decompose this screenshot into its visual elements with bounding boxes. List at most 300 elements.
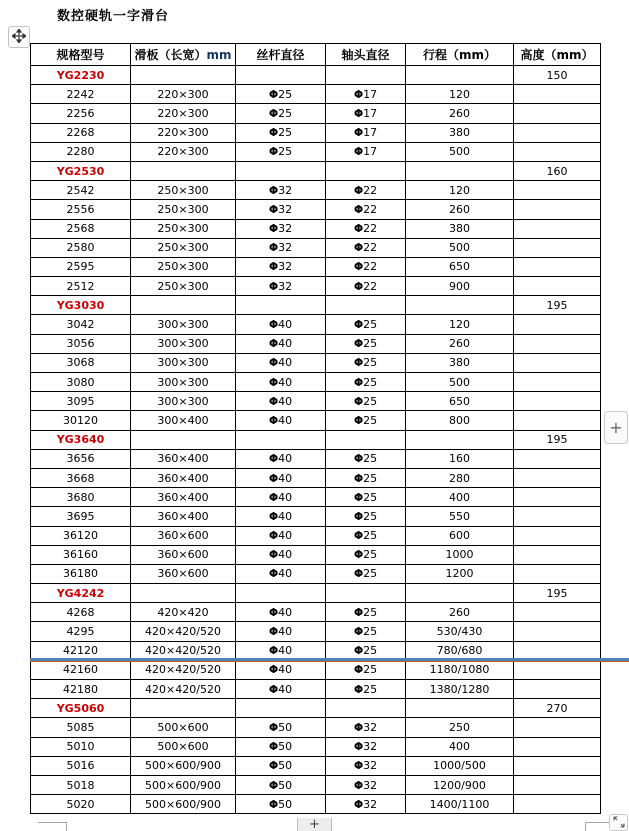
cell-shaft[interactable]: [326, 66, 406, 85]
table-row: [31, 257, 601, 276]
cell-model[interactable]: 4268: [31, 603, 131, 622]
cell-shaft[interactable]: Φ25: [326, 411, 406, 430]
cell-model[interactable]: 5018: [31, 775, 131, 794]
cell-plate[interactable]: 250×300: [131, 277, 236, 296]
cell-plate[interactable]: 500×600/900: [131, 756, 236, 775]
table-row: [31, 238, 601, 257]
cell-screw[interactable]: Φ25: [236, 104, 326, 123]
cell-screw[interactable]: Φ40: [236, 660, 326, 679]
table-row: [31, 219, 601, 238]
phi-symbol: Φ: [353, 394, 364, 408]
cell-model[interactable]: 42160: [31, 660, 131, 679]
cell-shaft[interactable]: Φ22: [326, 238, 406, 257]
cell-screw[interactable]: Φ40: [236, 488, 326, 507]
table-row: [31, 104, 601, 123]
phi-symbol: Φ: [353, 471, 364, 485]
cell-model[interactable]: 36180: [31, 564, 131, 583]
cell-shaft[interactable]: Φ32: [326, 795, 406, 814]
cell-screw[interactable]: Φ32: [236, 219, 326, 238]
cell-plate[interactable]: 420×420: [131, 603, 236, 622]
cell-screw[interactable]: Φ32: [236, 238, 326, 257]
cell-plate[interactable]: [131, 430, 236, 449]
cell-screw[interactable]: [236, 584, 326, 603]
phi-symbol: Φ: [268, 356, 279, 370]
cell-height[interactable]: [514, 142, 601, 161]
page-margin-mark-left: [38, 822, 67, 831]
phi-symbol: Φ: [353, 778, 364, 792]
cell-height[interactable]: [514, 488, 601, 507]
cell-height[interactable]: [514, 622, 601, 641]
cell-plate[interactable]: 300×400: [131, 411, 236, 430]
table-row: [31, 334, 601, 353]
cell-stroke[interactable]: 530/430: [406, 622, 514, 641]
cell-stroke[interactable]: 160: [406, 449, 514, 468]
cell-height[interactable]: [514, 641, 601, 660]
cell-screw[interactable]: Φ40: [236, 641, 326, 660]
phi-symbol: Φ: [353, 413, 364, 427]
table-move-handle[interactable]: [8, 26, 30, 48]
cell-shaft[interactable]: [326, 430, 406, 449]
cell-plate[interactable]: [131, 584, 236, 603]
cell-model[interactable]: 42180: [31, 680, 131, 699]
cell-screw[interactable]: Φ40: [236, 392, 326, 411]
cell-stroke[interactable]: 260: [406, 104, 514, 123]
cell-height[interactable]: [514, 392, 601, 411]
phi-symbol: Φ: [268, 509, 279, 523]
phi-symbol: Φ: [268, 452, 279, 466]
cell-screw[interactable]: Φ40: [236, 315, 326, 334]
cell-plate[interactable]: 300×300: [131, 373, 236, 392]
cell-screw[interactable]: Φ40: [236, 526, 326, 545]
cell-height[interactable]: [514, 334, 601, 353]
cell-height[interactable]: [514, 526, 601, 545]
cell-stroke[interactable]: 500: [406, 238, 514, 257]
cell-shaft[interactable]: Φ22: [326, 181, 406, 200]
cell-shaft[interactable]: Φ32: [326, 756, 406, 775]
cell-stroke[interactable]: [406, 161, 514, 180]
cell-model[interactable]: YG3640: [31, 430, 131, 449]
cell-plate[interactable]: 300×300: [131, 315, 236, 334]
table-resize-handle[interactable]: [609, 814, 628, 831]
cell-screw[interactable]: Φ32: [236, 200, 326, 219]
cell-model[interactable]: YG2530: [31, 161, 131, 180]
phi-symbol: Φ: [268, 222, 279, 236]
cell-shaft[interactable]: Φ25: [326, 373, 406, 392]
resize-diagonal-icon: [613, 813, 625, 831]
column-header[interactable]: 高度（mm）: [514, 44, 601, 66]
cell-stroke[interactable]: 400: [406, 737, 514, 756]
phi-symbol: Φ: [268, 720, 279, 734]
column-header[interactable]: 轴头直径: [326, 44, 406, 66]
cell-plate[interactable]: 360×600: [131, 564, 236, 583]
side-plus-button[interactable]: [604, 411, 628, 444]
cell-shaft[interactable]: Φ25: [326, 353, 406, 372]
cell-stroke[interactable]: 260: [406, 603, 514, 622]
cell-height[interactable]: [514, 718, 601, 737]
cell-model[interactable]: 2580: [31, 238, 131, 257]
cell-screw[interactable]: Φ50: [236, 795, 326, 814]
cell-plate[interactable]: 360×400: [131, 449, 236, 468]
phi-symbol: Φ: [353, 106, 364, 120]
cell-model[interactable]: YG2230: [31, 66, 131, 85]
cell-plate[interactable]: 500×600: [131, 737, 236, 756]
cell-model[interactable]: 42120: [31, 641, 131, 660]
cell-model[interactable]: 2556: [31, 200, 131, 219]
cell-stroke[interactable]: 260: [406, 334, 514, 353]
cell-screw[interactable]: Φ40: [236, 449, 326, 468]
cell-screw[interactable]: Φ50: [236, 737, 326, 756]
cell-plate[interactable]: 300×300: [131, 392, 236, 411]
cell-height[interactable]: [514, 219, 601, 238]
cell-stroke[interactable]: 800: [406, 411, 514, 430]
table-row: [31, 680, 601, 699]
cell-plate[interactable]: 420×420/520: [131, 660, 236, 679]
cell-stroke[interactable]: 400: [406, 488, 514, 507]
cell-model[interactable]: 5085: [31, 718, 131, 737]
phi-symbol: Φ: [268, 797, 279, 811]
cell-model[interactable]: 2268: [31, 123, 131, 142]
cell-shaft[interactable]: Φ25: [326, 392, 406, 411]
cell-stroke[interactable]: 600: [406, 526, 514, 545]
cell-screw[interactable]: Φ40: [236, 622, 326, 641]
cell-model[interactable]: 3680: [31, 488, 131, 507]
phi-symbol: Φ: [268, 413, 279, 427]
cell-height[interactable]: 195: [514, 296, 601, 315]
cell-model[interactable]: 3095: [31, 392, 131, 411]
cell-shaft[interactable]: Φ25: [326, 488, 406, 507]
cell-screw[interactable]: Φ40: [236, 680, 326, 699]
phi-symbol: Φ: [268, 605, 279, 619]
cell-plate[interactable]: [131, 296, 236, 315]
cell-model[interactable]: YG5060: [31, 699, 131, 718]
cell-height[interactable]: [514, 257, 601, 276]
cell-stroke[interactable]: 500: [406, 373, 514, 392]
cell-shaft[interactable]: Φ25: [326, 680, 406, 699]
cell-shaft[interactable]: Φ25: [326, 334, 406, 353]
cell-model[interactable]: 3080: [31, 373, 131, 392]
cell-stroke[interactable]: 1000: [406, 545, 514, 564]
table-row: [31, 123, 601, 142]
cell-model[interactable]: YG3030: [31, 296, 131, 315]
phi-symbol: Φ: [268, 759, 279, 773]
cell-screw[interactable]: [236, 430, 326, 449]
cell-height[interactable]: [514, 181, 601, 200]
cell-height[interactable]: [514, 564, 601, 583]
cell-shaft[interactable]: Φ22: [326, 277, 406, 296]
cell-screw[interactable]: Φ25: [236, 123, 326, 142]
phi-symbol: Φ: [268, 202, 279, 216]
cell-stroke[interactable]: 500: [406, 142, 514, 161]
cell-model[interactable]: 5016: [31, 756, 131, 775]
cell-plate[interactable]: 500×600/900: [131, 795, 236, 814]
cell-screw[interactable]: Φ40: [236, 353, 326, 372]
cell-shaft[interactable]: Φ25: [326, 315, 406, 334]
cell-height[interactable]: [514, 200, 601, 219]
cell-screw[interactable]: Φ50: [236, 756, 326, 775]
cell-screw[interactable]: Φ40: [236, 373, 326, 392]
cell-height[interactable]: [514, 737, 601, 756]
table-row: [31, 622, 601, 641]
cell-model[interactable]: 2595: [31, 257, 131, 276]
cell-screw[interactable]: Φ32: [236, 181, 326, 200]
cell-plate[interactable]: [131, 699, 236, 718]
cell-stroke[interactable]: 1400/1100: [406, 795, 514, 814]
cell-plate[interactable]: [131, 66, 236, 85]
cell-height[interactable]: [514, 449, 601, 468]
cell-shaft[interactable]: Φ17: [326, 85, 406, 104]
cell-model[interactable]: 2242: [31, 85, 131, 104]
cell-stroke[interactable]: 780/680: [406, 641, 514, 660]
phi-symbol: Φ: [268, 337, 279, 351]
cell-stroke[interactable]: 1200/900: [406, 775, 514, 794]
cell-stroke[interactable]: 380: [406, 123, 514, 142]
cell-stroke[interactable]: 120: [406, 181, 514, 200]
cell-shaft[interactable]: Φ25: [326, 468, 406, 487]
cell-plate[interactable]: 420×420/520: [131, 641, 236, 660]
cell-shaft[interactable]: Φ32: [326, 775, 406, 794]
cell-height[interactable]: [514, 238, 601, 257]
table-row: [31, 142, 601, 161]
cell-model[interactable]: 36160: [31, 545, 131, 564]
cell-height[interactable]: [514, 104, 601, 123]
cell-stroke[interactable]: 120: [406, 315, 514, 334]
cell-stroke[interactable]: 550: [406, 507, 514, 526]
cell-model[interactable]: 3656: [31, 449, 131, 468]
cell-screw[interactable]: Φ32: [236, 277, 326, 296]
cell-height[interactable]: [514, 507, 601, 526]
cell-stroke[interactable]: 1000/500: [406, 756, 514, 775]
bottom-plus-button[interactable]: [297, 818, 332, 831]
cell-plate[interactable]: 360×600: [131, 526, 236, 545]
cell-plate[interactable]: [131, 161, 236, 180]
cell-height[interactable]: [514, 411, 601, 430]
cell-height[interactable]: [514, 468, 601, 487]
cell-screw[interactable]: Φ40: [236, 411, 326, 430]
cell-height[interactable]: [514, 545, 601, 564]
cell-screw[interactable]: Φ40: [236, 564, 326, 583]
table-row: [31, 526, 601, 545]
cell-screw[interactable]: [236, 296, 326, 315]
phi-symbol: Φ: [268, 740, 279, 754]
cell-shaft[interactable]: Φ22: [326, 257, 406, 276]
cell-screw[interactable]: [236, 699, 326, 718]
phi-symbol: Φ: [353, 759, 364, 773]
cell-height[interactable]: [514, 660, 601, 679]
cell-stroke[interactable]: 1380/1280: [406, 680, 514, 699]
column-unit: mm: [206, 48, 232, 62]
phi-symbol: Φ: [353, 318, 364, 332]
cell-shaft[interactable]: Φ25: [326, 545, 406, 564]
cell-plate[interactable]: 360×600: [131, 545, 236, 564]
cell-height[interactable]: [514, 85, 601, 104]
spec-table: [30, 43, 601, 814]
cell-screw[interactable]: Φ25: [236, 85, 326, 104]
cell-model[interactable]: 3042: [31, 315, 131, 334]
cell-stroke[interactable]: [406, 699, 514, 718]
cell-height[interactable]: [514, 123, 601, 142]
cell-plate[interactable]: 300×300: [131, 334, 236, 353]
cell-stroke[interactable]: 1200: [406, 564, 514, 583]
cell-plate[interactable]: 220×300: [131, 104, 236, 123]
cell-height[interactable]: [514, 775, 601, 794]
cell-model[interactable]: 30120: [31, 411, 131, 430]
cell-model[interactable]: 2542: [31, 181, 131, 200]
cell-shaft[interactable]: Φ32: [326, 718, 406, 737]
cell-height[interactable]: 195: [514, 584, 601, 603]
cell-plate[interactable]: 360×400: [131, 488, 236, 507]
table-row: [31, 775, 601, 794]
cell-screw[interactable]: Φ32: [236, 257, 326, 276]
cell-height[interactable]: 195: [514, 430, 601, 449]
phi-symbol: Φ: [268, 625, 279, 639]
cell-screw[interactable]: Φ40: [236, 507, 326, 526]
cell-shaft[interactable]: Φ25: [326, 660, 406, 679]
cell-height[interactable]: [514, 373, 601, 392]
cell-screw[interactable]: Φ40: [236, 334, 326, 353]
cell-screw[interactable]: [236, 161, 326, 180]
cell-model[interactable]: 3668: [31, 468, 131, 487]
cell-screw[interactable]: Φ50: [236, 775, 326, 794]
cell-model[interactable]: 4295: [31, 622, 131, 641]
column-header[interactable]: 行程（mm）: [406, 44, 514, 66]
phi-symbol: Φ: [353, 605, 364, 619]
cell-height[interactable]: [514, 795, 601, 814]
cell-model[interactable]: 5010: [31, 737, 131, 756]
cell-height[interactable]: 150: [514, 66, 601, 85]
cell-model[interactable]: 2256: [31, 104, 131, 123]
cell-stroke[interactable]: 380: [406, 353, 514, 372]
cell-screw[interactable]: [236, 66, 326, 85]
column-header[interactable]: 滑板（长宽）mm: [131, 44, 236, 66]
cell-shaft[interactable]: Φ25: [326, 641, 406, 660]
cell-stroke[interactable]: [406, 66, 514, 85]
cell-plate[interactable]: 360×400: [131, 507, 236, 526]
cell-stroke[interactable]: [406, 584, 514, 603]
plus-icon: +: [609, 418, 623, 437]
phi-symbol: Φ: [353, 356, 364, 370]
cell-plate[interactable]: 300×300: [131, 353, 236, 372]
cell-screw[interactable]: Φ40: [236, 603, 326, 622]
cell-stroke[interactable]: 120: [406, 85, 514, 104]
cell-shaft[interactable]: Φ17: [326, 104, 406, 123]
cell-model[interactable]: 36120: [31, 526, 131, 545]
table-row: [31, 756, 601, 775]
cell-model[interactable]: 3056: [31, 334, 131, 353]
cell-model[interactable]: YG4242: [31, 584, 131, 603]
cell-shaft[interactable]: [326, 296, 406, 315]
cell-height[interactable]: [514, 353, 601, 372]
cell-stroke[interactable]: 380: [406, 219, 514, 238]
cell-stroke[interactable]: 1180/1080: [406, 660, 514, 679]
cell-plate[interactable]: 500×600: [131, 718, 236, 737]
table-row: [31, 737, 601, 756]
cell-shaft[interactable]: Φ17: [326, 142, 406, 161]
table-row: [31, 200, 601, 219]
phi-symbol: Φ: [268, 490, 279, 504]
phi-symbol: Φ: [353, 337, 364, 351]
cell-plate[interactable]: 420×420/520: [131, 680, 236, 699]
cell-shaft[interactable]: Φ25: [326, 507, 406, 526]
cell-height[interactable]: [514, 315, 601, 334]
cell-shaft[interactable]: Φ25: [326, 603, 406, 622]
cell-shaft[interactable]: Φ32: [326, 737, 406, 756]
cell-shaft[interactable]: Φ22: [326, 219, 406, 238]
cell-model[interactable]: 5020: [31, 795, 131, 814]
cell-plate[interactable]: 220×300: [131, 142, 236, 161]
table-row: [31, 603, 601, 622]
cell-shaft[interactable]: Φ25: [326, 449, 406, 468]
phi-symbol: Φ: [268, 394, 279, 408]
cell-plate[interactable]: 250×300: [131, 200, 236, 219]
cell-shaft[interactable]: [326, 584, 406, 603]
cell-stroke[interactable]: [406, 430, 514, 449]
cell-plate[interactable]: 420×420/520: [131, 622, 236, 641]
document-title: 数控硬轨一字滑台: [57, 9, 170, 24]
cell-model[interactable]: 3695: [31, 507, 131, 526]
column-header[interactable]: 丝杆直径: [236, 44, 326, 66]
cell-screw[interactable]: Φ40: [236, 468, 326, 487]
cell-shaft[interactable]: [326, 699, 406, 718]
cell-screw[interactable]: Φ25: [236, 142, 326, 161]
cell-screw[interactable]: Φ50: [236, 718, 326, 737]
cell-stroke[interactable]: 900: [406, 277, 514, 296]
cell-shaft[interactable]: Φ17: [326, 123, 406, 142]
cell-height[interactable]: [514, 756, 601, 775]
cell-plate[interactable]: 250×300: [131, 219, 236, 238]
cell-height[interactable]: [514, 680, 601, 699]
group-row: [31, 161, 601, 180]
phi-symbol: Φ: [268, 241, 279, 255]
cell-stroke[interactable]: 280: [406, 468, 514, 487]
cell-model[interactable]: 2568: [31, 219, 131, 238]
cell-plate[interactable]: 220×300: [131, 123, 236, 142]
cell-stroke[interactable]: 650: [406, 257, 514, 276]
cell-plate[interactable]: 250×300: [131, 257, 236, 276]
table-row: [31, 564, 601, 583]
cell-shaft[interactable]: Φ25: [326, 622, 406, 641]
phi-symbol: Φ: [268, 471, 279, 485]
cell-plate[interactable]: 360×400: [131, 468, 236, 487]
cell-stroke[interactable]: 250: [406, 718, 514, 737]
cell-shaft[interactable]: Φ22: [326, 200, 406, 219]
group-row: [31, 66, 601, 85]
cell-screw[interactable]: Φ40: [236, 545, 326, 564]
move-table-icon: [12, 28, 26, 47]
cell-stroke[interactable]: 260: [406, 200, 514, 219]
table-row: [31, 277, 601, 296]
table-row: [31, 507, 601, 526]
cell-shaft[interactable]: Φ25: [326, 526, 406, 545]
cell-plate[interactable]: 220×300: [131, 85, 236, 104]
cell-stroke[interactable]: 650: [406, 392, 514, 411]
cell-height[interactable]: 160: [514, 161, 601, 180]
cell-model[interactable]: 2280: [31, 142, 131, 161]
cell-model[interactable]: 2512: [31, 277, 131, 296]
cell-shaft[interactable]: Φ25: [326, 564, 406, 583]
phi-symbol: Φ: [268, 260, 279, 274]
cell-height[interactable]: 270: [514, 699, 601, 718]
cell-height[interactable]: [514, 277, 601, 296]
cell-model[interactable]: 3068: [31, 353, 131, 372]
cell-plate[interactable]: 250×300: [131, 238, 236, 257]
table-row: [31, 718, 601, 737]
column-header[interactable]: 规格型号: [31, 44, 131, 66]
cell-height[interactable]: [514, 603, 601, 622]
cell-plate[interactable]: 500×600/900: [131, 775, 236, 794]
cell-stroke[interactable]: [406, 296, 514, 315]
cell-plate[interactable]: 250×300: [131, 181, 236, 200]
cell-shaft[interactable]: [326, 161, 406, 180]
